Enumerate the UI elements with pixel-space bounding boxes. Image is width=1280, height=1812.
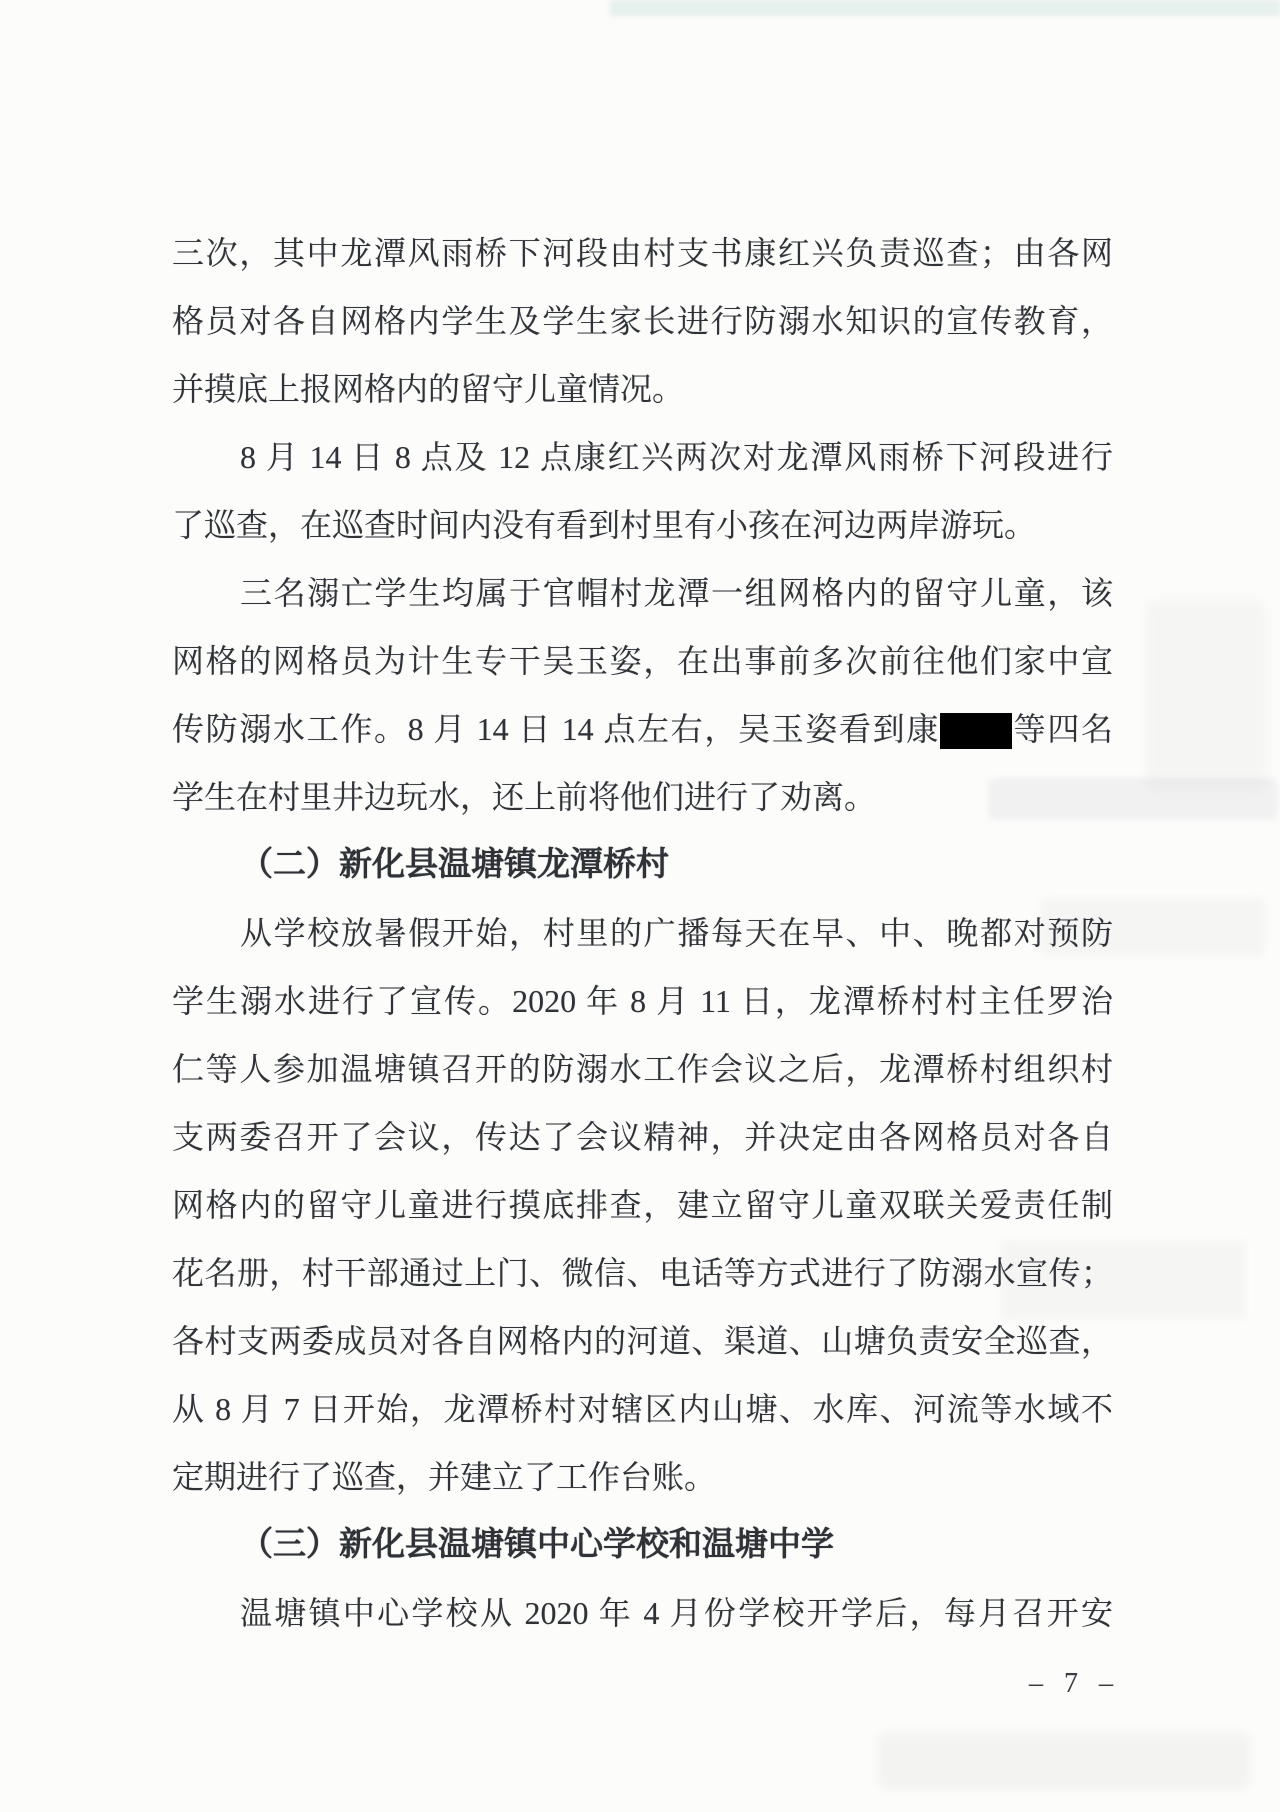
- text-line: 定期进行了巡查，并建立了工作台账。: [172, 1459, 717, 1495]
- text-line: 从学校放暑假开始，村里的广播每天在早、中、晚都对预防: [240, 915, 1113, 951]
- text-line: 从 8 月 7 日开始，龙潭桥村对辖区内山塘、水库、河流等水域不: [172, 1391, 1113, 1427]
- text-line: 三名溺亡学生均属于官帽村龙潭一组网格内的留守儿童，该: [240, 575, 1113, 611]
- text-line: 花名册，村干部通过上门、微信、电话等方式进行了防溺水宣传；: [172, 1255, 1113, 1291]
- text-line: 网格内的留守儿童进行摸底排查，建立留守儿童双联关爱责任制: [172, 1187, 1113, 1223]
- text-line: 三次，其中龙潭风雨桥下河段由村支书康红兴负责巡查；由各网: [172, 235, 1113, 271]
- text-line: [172, 695, 1113, 763]
- section-heading: （二）新化县温塘镇龙潭桥村: [240, 847, 669, 883]
- page-number: – 7 –: [1029, 1668, 1120, 1699]
- text-line: 并摸底上报网格内的留守儿童情况。: [172, 371, 685, 407]
- text-block: [172, 219, 1113, 1647]
- text-segment: 传防溺水工作。8 月 14 日 14 点左右，吴玉姿看到康: [172, 711, 940, 747]
- text-segment: 等四名: [1011, 711, 1113, 747]
- text-line: 学生溺水进行了宣传。2020 年 8 月 11 日，龙潭桥村村主任罗治: [172, 983, 1113, 1019]
- text-line: 8 月 14 日 8 点及 12 点康红兴两次对龙潭风雨桥下河段进行: [240, 439, 1113, 475]
- scan-artifact: [1146, 600, 1266, 790]
- text-line: 学生在村里井边玩水，还上前将他们进行了劝离。: [172, 779, 877, 815]
- text-line: 了巡查，在巡查时间内没有看到村里有小孩在河边两岸游玩。: [172, 507, 1037, 543]
- redaction-box: [940, 713, 1012, 749]
- text-line: 格员对各自网格内学生及学生家长进行防溺水知识的宣传教育，: [172, 303, 1113, 339]
- text-line: 支两委召开了会议，传达了会议精神，并决定由各网格员对各自: [172, 1119, 1113, 1155]
- text-line: 温塘镇中心学校从 2020 年 4 月份学校开学后，每月召开安: [240, 1595, 1113, 1631]
- section-heading: （三）新化县温塘镇中心学校和温塘中学: [240, 1527, 834, 1563]
- scan-artifact: [610, 0, 1280, 16]
- scan-artifact: [878, 1732, 1250, 1790]
- text-line: 网格的网格员为计生专干吴玉姿，在出事前多次前往他们家中宣: [172, 643, 1113, 679]
- text-line: 仁等人参加温塘镇召开的防溺水工作会议之后，龙潭桥村组织村: [172, 1051, 1113, 1087]
- text-line: 各村支两委成员对各自网格内的河道、渠道、山塘负责安全巡查，: [172, 1323, 1113, 1359]
